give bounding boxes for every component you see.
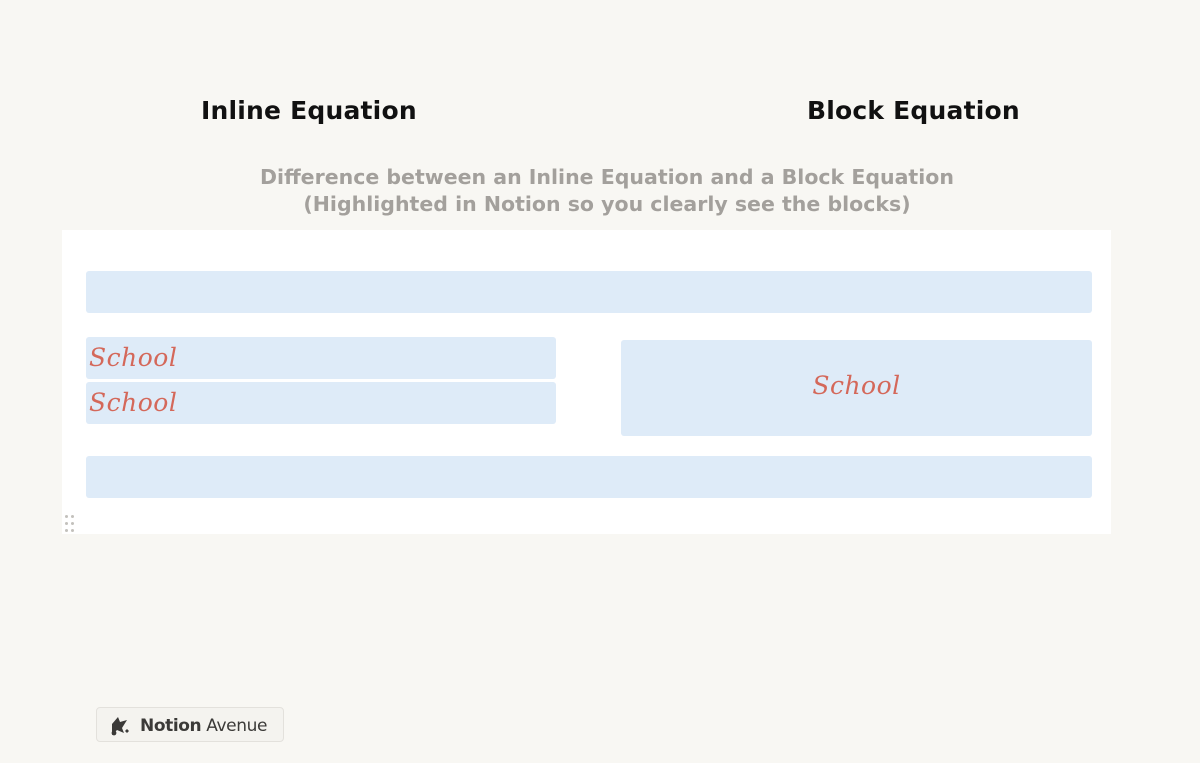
empty-highlighted-block[interactable] <box>86 271 1092 313</box>
notion-avenue-badge[interactable] <box>96 707 284 742</box>
inline-equation-block[interactable] <box>86 337 556 379</box>
inline-equation-heading: Inline Equation <box>201 96 417 125</box>
block-equation-heading: Block Equation <box>807 96 1020 125</box>
block-equation: School <box>812 371 901 400</box>
badge-label <box>140 716 267 736</box>
drag-handle-icon[interactable] <box>62 513 76 533</box>
inline-equation-block[interactable] <box>86 382 556 424</box>
empty-highlighted-block[interactable] <box>86 456 1092 498</box>
caption-line-1: Difference between an Inline Equation and a Block Equation <box>260 165 954 189</box>
inline-equation[interactable]: School <box>89 388 178 417</box>
notion-page-panel <box>62 230 1111 534</box>
block-equation-block[interactable] <box>621 340 1092 436</box>
badge-suffix: Avenue <box>206 716 268 736</box>
notion-avenue-logo-icon <box>108 714 132 738</box>
caption-line-2: (Highlighted in Notion so you clearly see the blocks) <box>303 192 911 216</box>
badge-brand: Notion <box>140 716 202 736</box>
inline-equation[interactable]: School <box>89 343 178 372</box>
